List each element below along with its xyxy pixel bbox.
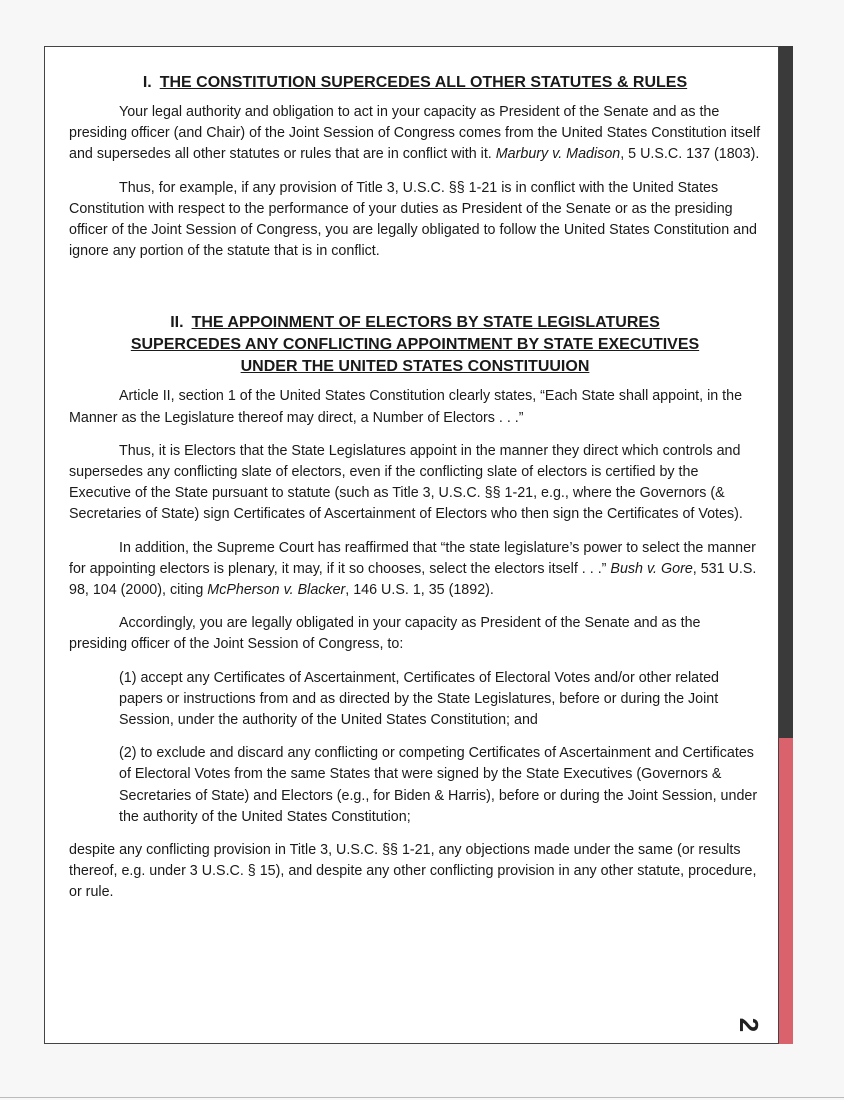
section-1-paragraph-1: Your legal authority and obligation to act in your capacity as President of the Senate and as the presiding officer (and Chair) of the Joint Session of Congress comes from the United States Constitution itself and supersedes all other statutes or rules that are in conflict with it. Marbury v. Madison, 5 U.S.C. 137 (1803). bbox=[69, 104, 761, 163]
section-2-title-line-3: UNDER THE UNITED STATES CONSTITUUION bbox=[240, 358, 590, 376]
section-1-number: I. bbox=[142, 74, 152, 91]
section-2-title-line-2: SUPERCEDES ANY CONFLICTING APPOINTMENT BY STATE EXECUTIVES bbox=[130, 336, 700, 354]
side-tab-red bbox=[779, 738, 793, 1044]
case-citation: Marbury v. Madison bbox=[495, 146, 621, 163]
list-item-2: (2) to exclude and discard any conflicting or competing Certificates of Ascertainment and Certificates of Electoral Votes from the same States that were signed by the State Executives (Governors & Secretaries of State) and Electors (e.g., for Biden & Harris), before or during the Joint Session, under the authority of the United States Constitution; bbox=[119, 745, 758, 825]
section-2-title-line-1: THE APPOINMENT OF ELECTORS BY STATE LEGISLATURES bbox=[191, 314, 660, 332]
section-2-paragraph-4: Accordingly, you are legally obligated in your capacity as President of the Senate and as the presiding officer of the Joint Session of Congress, to: bbox=[69, 615, 701, 653]
section-2-paragraph-3: In addition, the Supreme Court has reaffirmed that “the state legislature’s power to select the manner for appointing electors is plenary, it may, if it so chooses, select the electors itself . . .” Bush v. Gore, 531 U.S. 98, 104 (2000), citing McPherson v. Blacker, 146 U.S. 1, 35 (1892). bbox=[69, 539, 757, 599]
side-tab-dark bbox=[779, 46, 793, 738]
bottom-divider bbox=[0, 1097, 844, 1098]
case-citation-mcpherson: McPherson v. Blacker bbox=[207, 582, 346, 599]
case-citation-bush: Bush v. Gore bbox=[610, 560, 693, 577]
page-number: 2 bbox=[734, 1017, 765, 1033]
section-2-paragraph-1: Article II, section 1 of the United States Constitution clearly states, “Each State shall appoint, in the Manner as the Legislature thereof may direct, a Number of Electors . . .” bbox=[69, 388, 743, 426]
section-2-heading bbox=[69, 312, 761, 378]
document-body bbox=[69, 72, 761, 916]
section-1-paragraph-2: Thus, for example, if any provision of Title 3, U.S.C. §§ 1-21 is in conflict with the United States Constitution with respect to the performance of your duties as President of the Senate or as the presiding officer of the Joint Session of Congress, you are legally obligated to follow the United States Constitution and ignore any portion of the statute that is in conflict. bbox=[69, 179, 757, 260]
list-item-1: (1) accept any Certificates of Ascertainment, Certificates of Electoral Votes and/or other related papers or instructions from and as directed by the State Legislatures, before or during the Joint Session, under the authority of the United States Constitution; and bbox=[119, 669, 719, 729]
section-1-heading bbox=[69, 72, 761, 94]
section-2-paragraph-5: despite any conflicting provision in Title 3, U.S.C. §§ 1-21, any objections made under the same (or results thereof, e.g. under 3 U.S.C. § 15), and despite any other conflicting provision in any other statute, procedure, or rule. bbox=[69, 842, 757, 901]
section-2-number: II. bbox=[170, 314, 184, 332]
section-2-paragraph-2: Thus, it is Electors that the State Legislatures appoint in the manner they direct which controls and supersedes any conflicting slate of electors, even if the conflicting slate of electors is certified by the Executive of the State pursuant to statute (such as Title 3, U.S.C. §§ 1-21, e.g., where the Governors (& Secretaries of State) sign Certificates of Ascertainment of Electors who then sign the Certificates of Votes). bbox=[69, 442, 743, 523]
section-1-title: THE CONSTITUTION SUPERCEDES ALL OTHER STATUTES & RULES bbox=[159, 74, 688, 91]
